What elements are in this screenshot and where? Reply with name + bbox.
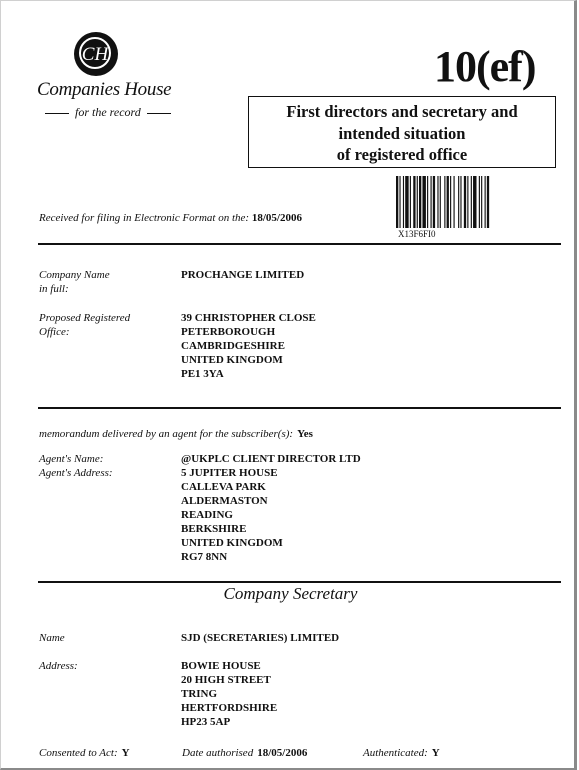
barcode-bar bbox=[444, 176, 445, 228]
company-name: PROCHANGE LIMITED bbox=[181, 269, 305, 281]
barcode-bar bbox=[487, 176, 489, 228]
received-date: 18/05/2006 bbox=[251, 212, 302, 224]
company-name-label bbox=[39, 268, 110, 296]
address-line: UNITED KINGDOM bbox=[181, 354, 283, 366]
barcode-bar bbox=[473, 176, 476, 228]
form-number: 10(ef) bbox=[434, 42, 536, 91]
consented-field bbox=[39, 743, 130, 761]
barcode-bar bbox=[422, 176, 425, 228]
barcode-bar bbox=[431, 176, 432, 228]
consented-value: Y bbox=[121, 747, 130, 759]
address-line: PETERBOROUGH bbox=[181, 326, 276, 338]
label-line: Company Name bbox=[39, 269, 110, 281]
authenticated-value: Y bbox=[431, 747, 440, 759]
section-title bbox=[1, 584, 579, 604]
agent-details bbox=[181, 452, 361, 564]
divider bbox=[38, 407, 561, 409]
barcode-bar bbox=[454, 176, 455, 228]
secretary-name: SJD (SECRETARIES) LIMITED bbox=[181, 632, 340, 644]
barcode-bar bbox=[399, 176, 400, 228]
address-line: CAMBRIDGESHIRE bbox=[181, 340, 285, 352]
label-line: Office: bbox=[39, 326, 70, 338]
barcode-icon bbox=[396, 176, 550, 228]
address-line: READING bbox=[181, 509, 233, 521]
label-line: in full: bbox=[39, 283, 69, 295]
barcode-bar bbox=[471, 176, 472, 228]
logo-name: Companies House bbox=[37, 79, 172, 100]
date-authorised-value: 18/05/2006 bbox=[257, 747, 308, 759]
divider bbox=[38, 243, 561, 245]
barcode-bar bbox=[479, 176, 480, 228]
address-line: RG7 8NN bbox=[181, 551, 228, 563]
barcode-bar bbox=[410, 176, 411, 228]
barcode-bar bbox=[437, 176, 438, 228]
address-line: 5 JUPITER HOUSE bbox=[181, 467, 278, 479]
barcode-bar bbox=[427, 176, 428, 228]
registered-office-label bbox=[39, 311, 130, 339]
barcode-bar bbox=[396, 176, 398, 228]
logo-tagline: for the record bbox=[75, 105, 141, 119]
barcode-bar bbox=[458, 176, 459, 228]
logo-tagline-row bbox=[39, 105, 177, 120]
address-line: PE1 3YA bbox=[181, 368, 224, 380]
barcode-bar bbox=[460, 176, 461, 228]
section-title-text: Company Secretary bbox=[223, 584, 358, 603]
companies-house-logo-icon bbox=[74, 32, 118, 76]
barcode-bar bbox=[413, 176, 415, 228]
address-line: 20 HIGH STREET bbox=[181, 674, 271, 686]
agent-name: @UKPLC CLIENT DIRECTOR LTD bbox=[181, 453, 361, 465]
divider bbox=[147, 113, 171, 114]
address-line: BOWIE HOUSE bbox=[181, 660, 261, 672]
address-line: TRING bbox=[181, 688, 218, 700]
barcode-text: X13F6FI0 bbox=[398, 229, 436, 239]
divider bbox=[38, 581, 561, 583]
memorandum-label: memorandum delivered by an agent for the subscriber(s): bbox=[39, 428, 294, 440]
barcode-bar bbox=[405, 176, 408, 228]
form-title-line: First directors and secretary and bbox=[286, 102, 518, 121]
barcode-bar bbox=[440, 176, 441, 228]
barcode-bar bbox=[417, 176, 418, 228]
registered-office-address bbox=[181, 311, 316, 381]
form-title-line: of registered office bbox=[336, 145, 468, 164]
barcode-bar bbox=[450, 176, 451, 228]
barcode-bar bbox=[467, 176, 468, 228]
form-title-box bbox=[248, 96, 556, 168]
consented-label: Consented to Act: bbox=[39, 747, 118, 759]
label-line: Proposed Registered bbox=[39, 312, 131, 324]
secretary-address bbox=[181, 659, 277, 729]
authenticated-field bbox=[363, 743, 440, 761]
barcode-bar bbox=[464, 176, 466, 228]
address-line: BERKSHIRE bbox=[181, 523, 247, 535]
barcode-bar bbox=[481, 176, 482, 228]
address-line: 39 CHRISTOPHER CLOSE bbox=[181, 312, 316, 324]
received-line bbox=[39, 212, 302, 224]
form-title-line: intended situation bbox=[338, 123, 466, 143]
address-line: ALDERMASTON bbox=[181, 495, 268, 507]
agent-address-label: Agent's Address: bbox=[39, 467, 113, 479]
memorandum-value: Yes bbox=[297, 428, 313, 440]
barcode-bar bbox=[485, 176, 486, 228]
agent-labels bbox=[39, 452, 113, 480]
address-line: HP23 5AP bbox=[181, 716, 231, 728]
authenticated-label: Authenticated: bbox=[363, 747, 428, 759]
agent-name-label: Agent's Name: bbox=[39, 453, 104, 465]
divider bbox=[45, 113, 69, 114]
address-line: HERTFORDSHIRE bbox=[181, 702, 278, 714]
secretary-name-label: Name bbox=[39, 632, 65, 644]
memorandum-line bbox=[39, 424, 313, 442]
barcode-bar bbox=[403, 176, 404, 228]
address-line: CALLEVA PARK bbox=[181, 481, 266, 493]
logo-initials: CH bbox=[79, 37, 111, 69]
received-label: Received for filing in Electronic Format on the: bbox=[39, 212, 250, 224]
date-authorised-field bbox=[182, 743, 307, 761]
barcode-bar bbox=[433, 176, 435, 228]
secretary-address-label: Address: bbox=[39, 660, 78, 672]
date-authorised-label: Date authorised bbox=[182, 747, 254, 759]
barcode-bar bbox=[447, 176, 449, 228]
address-line: UNITED KINGDOM bbox=[181, 537, 283, 549]
barcode-bar bbox=[419, 176, 421, 228]
